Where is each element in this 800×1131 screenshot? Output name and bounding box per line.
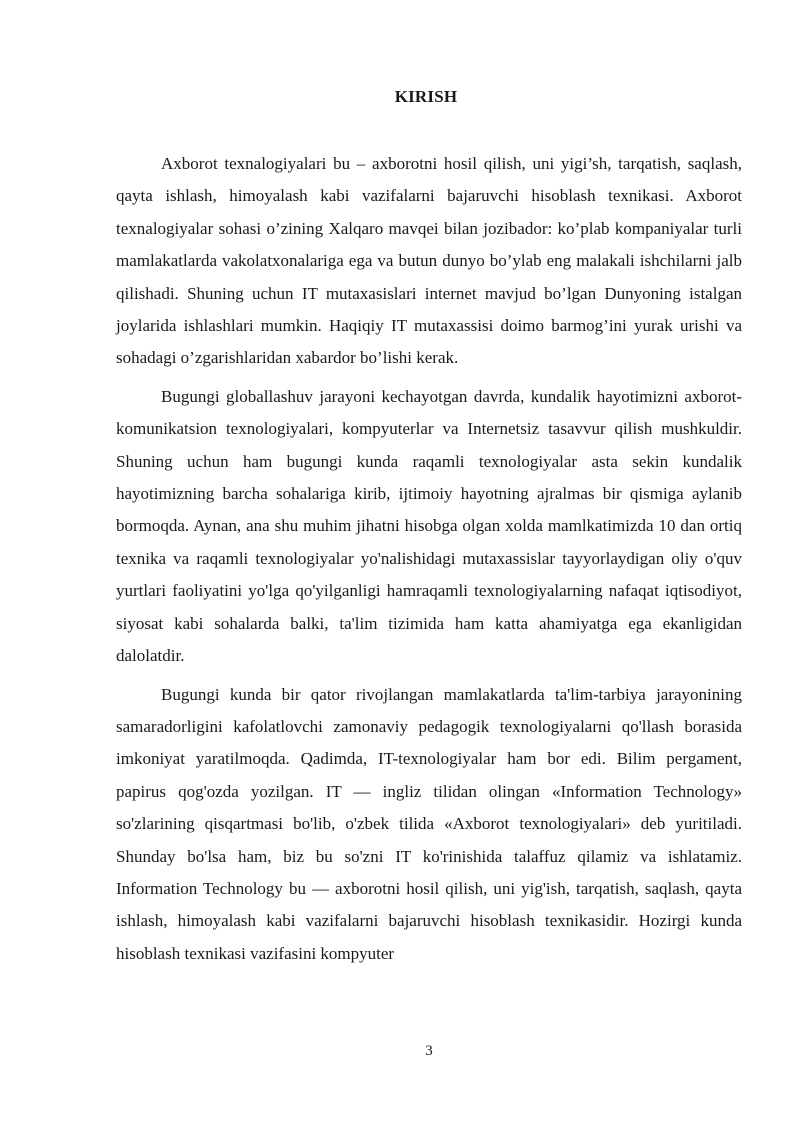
- section-title: KIRISH: [394, 87, 458, 106]
- page-number: 3: [425, 1043, 433, 1059]
- paragraph-2: Bugungi globallashuv jarayoni kechayotgan davrda, kundalik hayotimizni axborot-komunikatsion texnologiyalari, kompyuterlar va Internetsiz tasavvur qilish mushkuldir. Shuning uchun ham bugungi kunda raqamli texnologiyalar asta sekin kundalik hayotimizning barcha sohalariga kirib, ijtimoiy hayotning ajralmas bir qismiga aylanib bormoqda. Aynan, ana shu muhim jihatni hisobga olgan xolda mamlkatimizda 10 dan ortiq texnika va raqamli texnologiyalar yo'nalishidagi mutaxassislar tayyorlaydigan oliy o'quv yurtlari faoliyatini yo'lga qo'yilganligi hamraqamli texnologiyalarning nafaqat iqtisodiyot, siyosat kabi sohalarda balki, ta'lim tizimida ham katta ahamiyatga ega ekanligidan dalolatdir.: [116, 386, 742, 666]
- body-text: [116, 148, 742, 970]
- paragraph-3: Bugungi kunda bir qator rivojlangan mamlakatlarda ta'lim-tarbiya jarayonining samaradorligini kafolatlovchi zamonaviy pedagogik texnologiyalarni qo'llash borasida imkoniyat yaratilmoqda. Qadimda, IT-texnologiyalar ham bor edi. Bilim pergament, papirus qog'ozda yozilgan. IT — ingliz tilidan olingan «Information Technology» so'zlarining qisqartmasi bo'lib, o'zbek tilida «Axborot texnologiyalari» deb yuritiladi. Shunday bo'lsa ham, biz bu so'zni IT ko'rinishida talaffuz qilamiz va ishlatamiz. Information Technology bu — axborotni hosil qilish, uni yig'ish, tarqatish, saqlash, qayta ishlash, himoyalash kabi vazifalarni bajaruvchi hisoblash texnikasidir. Hozirgi kunda hisoblash texnikasi vazifasini kompyuter: [116, 684, 742, 963]
- paragraph-1: Axborot texnalogiyalari bu – axborotni hosil qilish, uni yigi’sh, tarqatish, saqlash, qayta ishlash, himoyalash kabi vazifalarni bajaruvchi hisoblash texnikasi. Axborot texnalogiyalar sohasi o’zining Xalqaro mavqei bilan jozibador: ko’plab kompaniyalar turli mamlakatlarda vakolatxonalariga ega va butun dunyo bo’ylab eng malakali ishchilarni jalb qilishadi. Shuning uchun IT mutaxasislari internet mavjud bo’lgan Dunyoning istalgan joylarida ishlashlari mumkin. Haqiqiy IT mutaxassisi doimo barmog’ini yurak urishi va sohadagi o’zgarishlaridan xabardor bo’lishi kerak.: [116, 154, 742, 368]
